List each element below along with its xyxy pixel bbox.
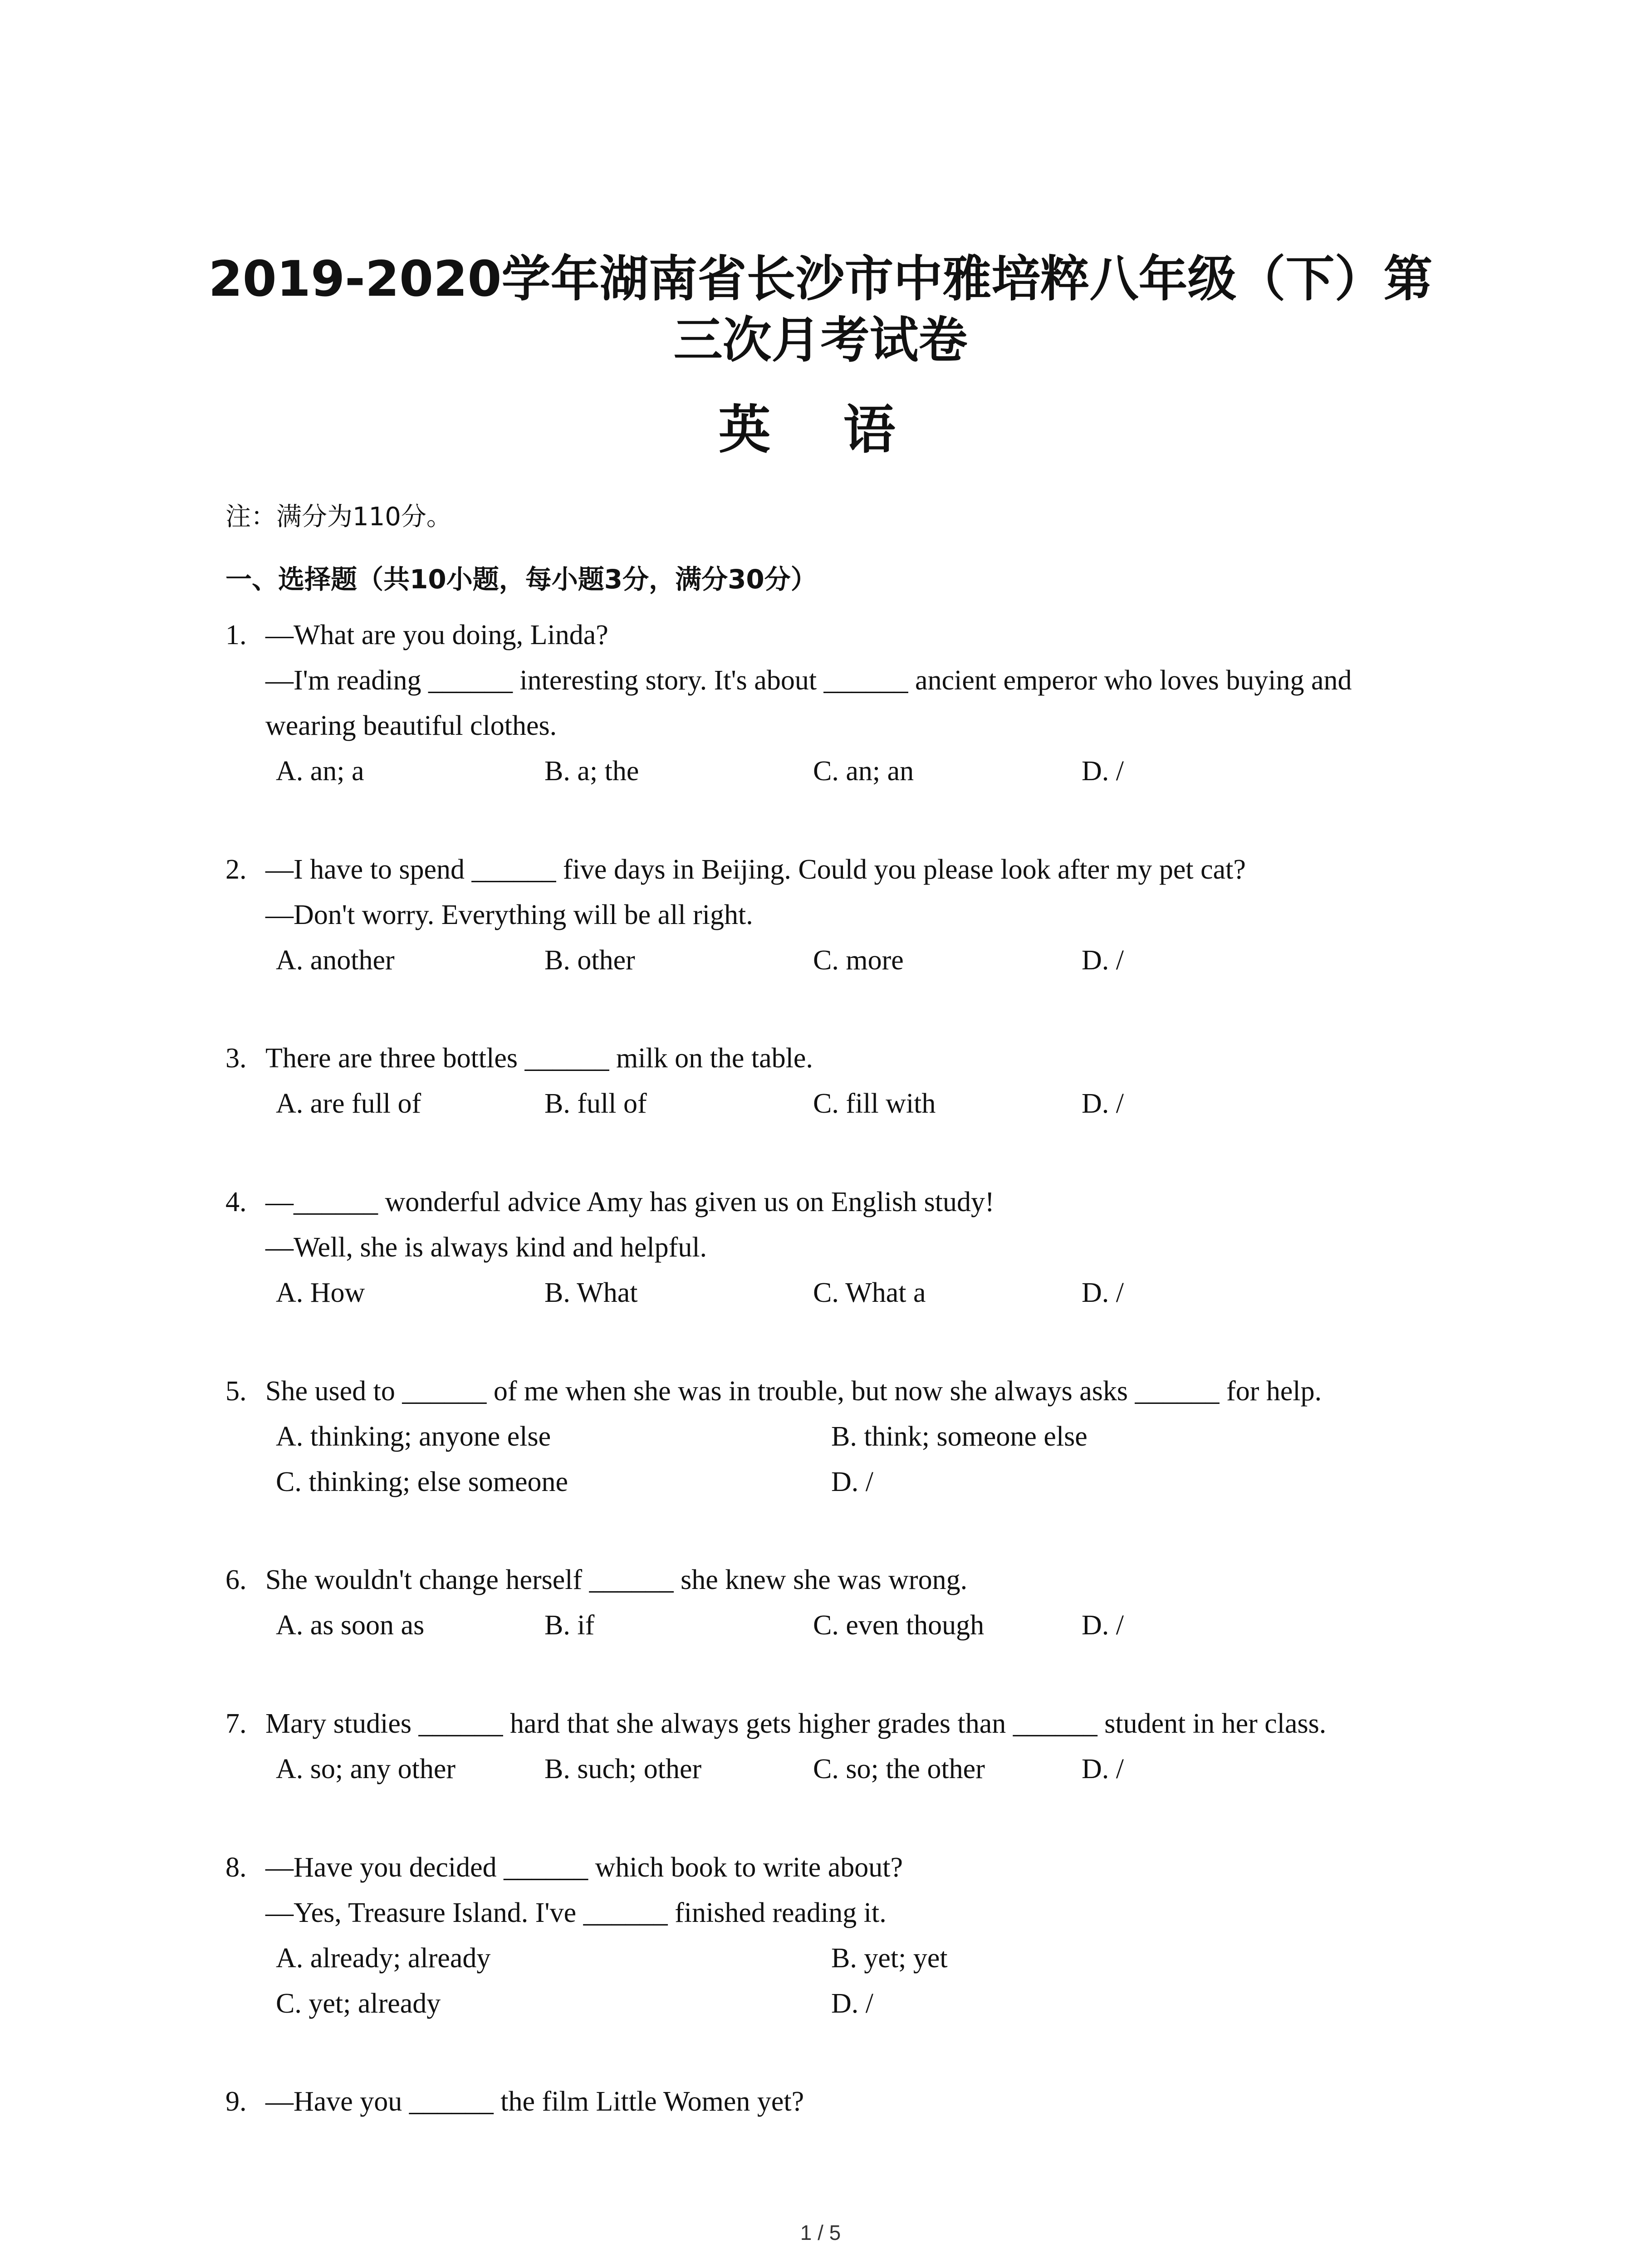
option-b: B. other xyxy=(544,945,635,976)
option-c: C. more xyxy=(813,945,904,976)
question-text: —I have to spend ______ five days in Beijing. Could you please look after my pet cat? xyxy=(265,854,1246,885)
question-text: —I'm reading ______ interesting story. It's about ______ ancient emperor who loves buying and xyxy=(265,665,1352,696)
option-c: C. thinking; else someone xyxy=(276,1466,568,1497)
question-text: She used to ______ of me when she was in trouble, but now she always asks ______ for help. xyxy=(265,1376,1322,1407)
option-c: C. so; the other xyxy=(813,1754,985,1784)
question-number: 9. xyxy=(225,2086,247,2117)
option-d: D. / xyxy=(1082,1088,1124,1119)
question-text: —Have you decided ______ which book to write about? xyxy=(265,1852,903,1883)
option-d: D. / xyxy=(1082,1610,1124,1641)
option-b: B. if xyxy=(544,1610,595,1641)
option-a: A. so; any other xyxy=(276,1754,456,1784)
option-a: A. an; a xyxy=(276,756,364,787)
question-text: —Have you ______ the film Little Women yet? xyxy=(265,2086,804,2117)
question-number: 1. xyxy=(225,620,247,650)
option-a: A. How xyxy=(276,1277,365,1308)
option-d: D. / xyxy=(1082,1754,1124,1784)
question-text: —______ wonderful advice Amy has given us on English study! xyxy=(265,1187,994,1217)
section-heading: 一、选择题（共10小题，每小题3分，满分30分） xyxy=(225,564,817,595)
question-text: wearing beautiful clothes. xyxy=(265,710,557,741)
option-c: C. even though xyxy=(813,1610,985,1641)
question-text: She wouldn't change herself ______ she knew she was wrong. xyxy=(265,1564,968,1595)
page-number: 1 / 5 xyxy=(800,2221,841,2244)
question-number: 7. xyxy=(225,1708,247,1739)
option-c: C. yet; already xyxy=(276,1988,441,2019)
question-text: —Don't worry. Everything will be all right. xyxy=(265,899,753,930)
question-text: —Well, she is always kind and helpful. xyxy=(265,1232,707,1263)
option-a: A. already; already xyxy=(276,1943,491,1974)
option-a: A. thinking; anyone else xyxy=(276,1421,551,1452)
question-number: 2. xyxy=(225,854,247,885)
option-c: C. What a xyxy=(813,1277,926,1308)
option-a: A. are full of xyxy=(276,1088,421,1119)
question-text: —What are you doing, Linda? xyxy=(265,620,608,650)
option-b: B. think; someone else xyxy=(831,1421,1087,1452)
question-text: —Yes, Treasure Island. I've ______ finished reading it. xyxy=(265,1897,887,1928)
question-number: 3. xyxy=(225,1043,247,1074)
option-a: A. as soon as xyxy=(276,1610,425,1641)
option-b: B. What xyxy=(544,1277,638,1308)
question-number: 4. xyxy=(225,1187,247,1217)
option-d: D. / xyxy=(831,1466,873,1497)
exam-title-line2: 三次月考试卷 xyxy=(673,312,968,369)
option-d: D. / xyxy=(1082,1277,1124,1308)
exam-title-line1: 2019-2020学年湖南省长沙市中雅培粹八年级（下）第 xyxy=(208,251,1433,308)
question-text: There are three bottles ______ milk on the table. xyxy=(265,1043,813,1074)
option-a: A. another xyxy=(276,945,395,976)
option-c: C. fill with xyxy=(813,1088,936,1119)
option-b: B. a; the xyxy=(544,756,639,787)
option-d: D. / xyxy=(831,1988,873,2019)
subject-heading: 英 语 xyxy=(718,400,923,460)
question-number: 6. xyxy=(225,1564,247,1595)
option-b: B. full of xyxy=(544,1088,647,1119)
option-b: B. such; other xyxy=(544,1754,702,1784)
option-b: B. yet; yet xyxy=(831,1943,948,1974)
option-d: D. / xyxy=(1082,945,1124,976)
option-d: D. / xyxy=(1082,756,1124,787)
question-number: 8. xyxy=(225,1852,247,1883)
question-number: 5. xyxy=(225,1376,247,1407)
score-note: 注：满分为110分。 xyxy=(225,502,452,532)
option-c: C. an; an xyxy=(813,756,914,787)
question-text: Mary studies ______ hard that she always gets higher grades than ______ student in her class. xyxy=(265,1708,1327,1739)
